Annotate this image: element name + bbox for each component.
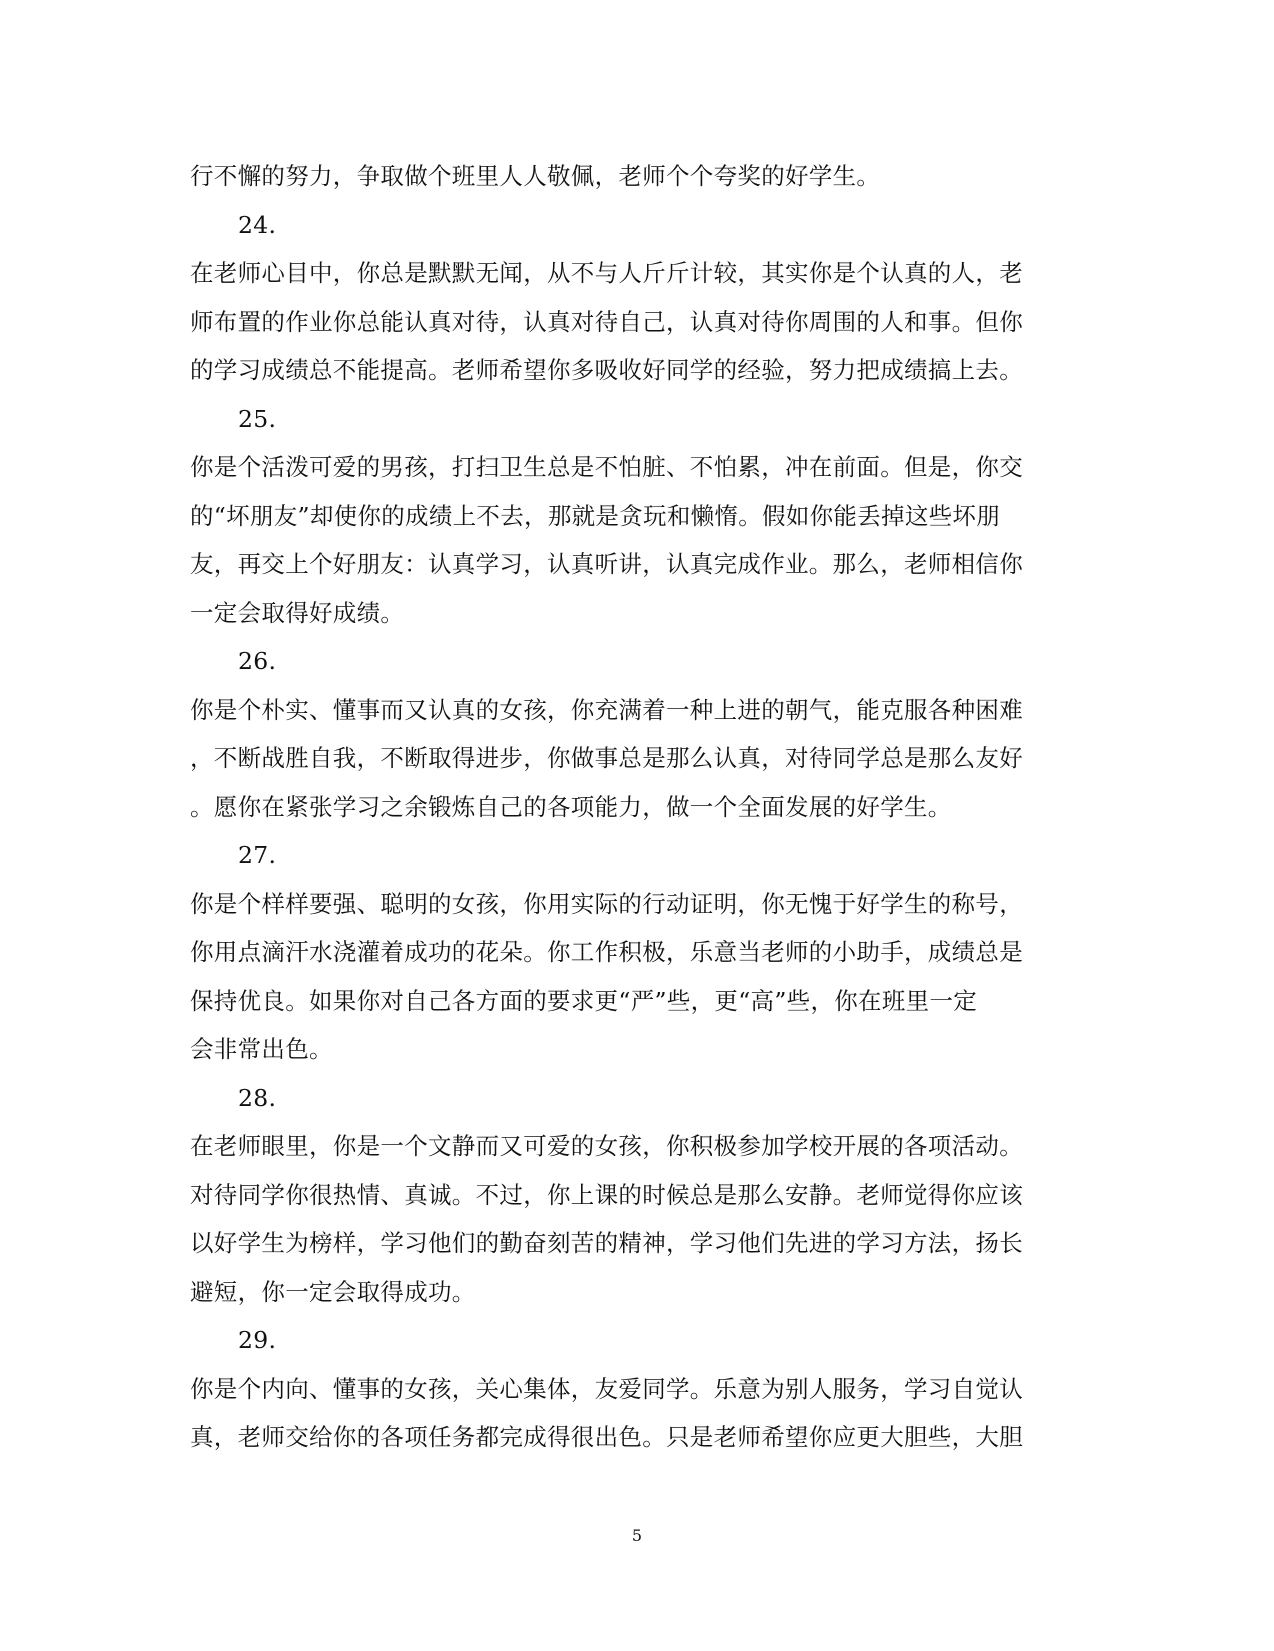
paragraph-line: 在老师眼里，你是一个文静而又可爱的女孩，你积极参加学校开展的各项活动。 (190, 1132, 1023, 1160)
item-number: 26. (238, 647, 277, 675)
paragraph-line: 你是个朴实、懂事而又认真的女孩，你充满着一种上进的朝气，能克服各种困难 (190, 695, 1023, 724)
paragraph-line: 一定会取得好成绩。 (190, 598, 405, 627)
item-number: 28. (238, 1083, 277, 1112)
paragraph-line: 会非常出色。 (190, 1035, 333, 1063)
paragraph-line: 你是个内向、懂事的女孩，关心集体，友爱同学。乐意为别人服务，学习自觉认 (190, 1374, 1023, 1403)
paragraph-line: 对待同学你很热情、真诚。不过，你上课的时候总是那么安静。老师觉得你应该 (190, 1180, 1023, 1209)
paragraph-line: 师布置的作业你总能认真对待，认真对待自己，认真对待你周围的人和事。但你 (190, 307, 1023, 336)
paragraph-line: 以好学生为榜样，学习他们的勤奋刻苦的精神，学习他们先进的学习方法，扬长 (190, 1229, 1023, 1257)
paragraph-line: 的“坏朋友”却使你的成绩上不去，那就是贪玩和懒惰。假如你能丢掉这些坏朋 (190, 501, 1001, 530)
paragraph-line: 你是个活泼可爱的男孩，打扫卫生总是不怕脏、不怕累，冲在前面。但是，你交 (190, 453, 1023, 481)
paragraph-line: 避短，你一定会取得成功。 (190, 1277, 476, 1306)
paragraph-line: 。愿你在紧张学习之余锻炼自己的各项能力，做一个全面发展的好学生。 (190, 792, 952, 821)
paragraph-line: 你用点滴汗水浇灌着成功的花朵。你工作积极，乐意当老师的小助手，成绩总是 (190, 938, 1023, 966)
paragraph-line: 保持优良。如果你对自己各方面的要求更“严”些，更“高”些，你在班里一定 (190, 986, 978, 1015)
paragraph-line: ，不断战胜自我，不断取得进步，你做事总是那么认真，对待同学总是那么友好 (190, 744, 1023, 772)
paragraph-line: 你是个样样要强、聪明的女孩，你用实际的行动证明，你无愧于好学生的称号， (190, 889, 1023, 918)
item-number: 24. (238, 210, 277, 239)
item-number: 29. (238, 1326, 277, 1354)
paragraph-line: 在老师心目中，你总是默默无闻，从不与人斤斤计较，其实你是个认真的人，老 (190, 259, 1023, 287)
paragraph-line: 真，老师交给你的各项任务都完成得很出色。只是老师希望你应更大胆些，大胆 (190, 1423, 1023, 1451)
item-number: 25. (238, 404, 277, 433)
document-body (190, 152, 1070, 1462)
item-number: 27. (238, 841, 277, 869)
paragraph-line: 行不懈的努力，争取做个班里人人敬佩，老师个个夸奖的好学生。 (190, 162, 881, 190)
page-number: 5 (631, 1526, 643, 1545)
paragraph-line: 友，再交上个好朋友：认真学习，认真听讲，认真完成作业。那么，老师相信你 (190, 550, 1023, 578)
paragraph-line: 的学习成绩总不能提高。老师希望你多吸收好同学的经验，努力把成绩搞上去。 (190, 356, 1023, 384)
